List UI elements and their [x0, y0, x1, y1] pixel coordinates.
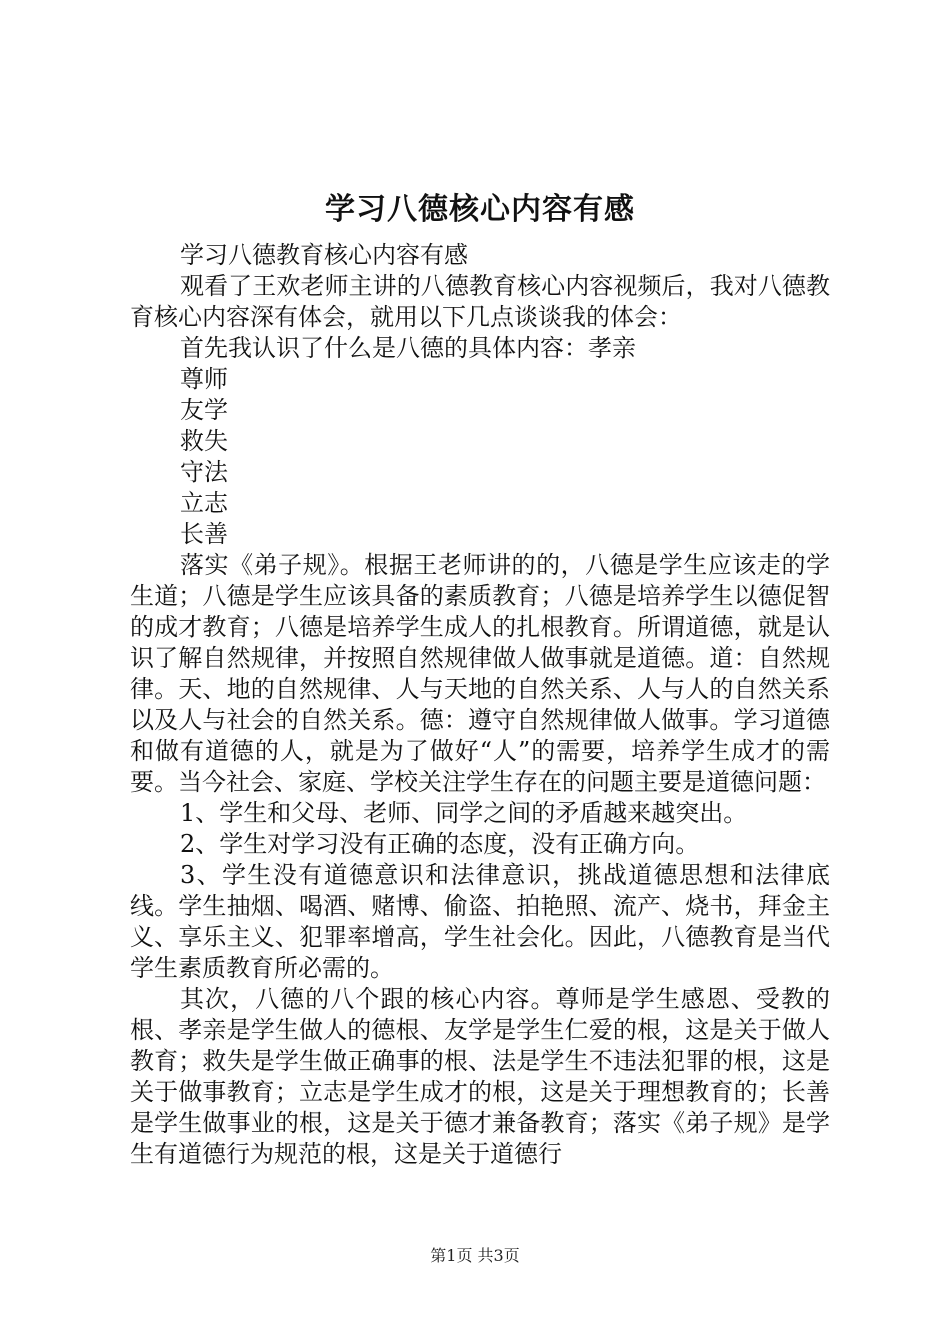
- virtue-item: 守法: [180, 458, 228, 486]
- document-body: [130, 240, 830, 1170]
- document-page: [130, 180, 830, 1170]
- problem-item-3: 3、学生没有道德意识和法律意识，挑战道德思想和法律底线。学生抽烟、喝酒、赌博、偷盗、拍艳照、流产、烧书，拜金主义、享乐主义、犯罪率增高，学生社会化。因此，八德教育是当代学生素质教育所必需的。: [130, 861, 830, 982]
- problem-item-1: 1、学生和父母、老师、同学之间的矛盾越来越突出。: [180, 799, 748, 827]
- paragraph-virtues-lead: 首先我认识了什么是八德的具体内容：孝亲: [180, 334, 636, 362]
- problem-item-2: 2、学生对学习没有正确的态度，没有正确方向。: [180, 830, 700, 858]
- document-title: 学习八德核心内容有感: [325, 192, 635, 227]
- paragraph-dizigui: 落实《弟子规》。根据王老师讲的的，八德是学生应该走的学生道；八德是学生应该具备的素质教育；八德是培养学生以德促智的成才教育；八德是培养学生成人的扎根教育。所谓道德，就是认识了解自然规律，并按照自然规律做人做事就是道德。道：自然规律。天、地的自然规律、人与天地的自然关系、人与人的自然关系以及人与社会的自然关系。德：遵守自然规律做人做事。学习道德和做有道德的人，就是为了做好“人”的需要，培养学生成才的需要。当今社会、家庭、学校关注学生存在的问题主要是道德问题：: [130, 551, 830, 796]
- virtue-item: 立志: [180, 489, 228, 517]
- paragraph-subtitle: 学习八德教育核心内容有感: [180, 241, 468, 269]
- virtue-item: 尊师: [180, 365, 228, 393]
- virtue-item: 救失: [180, 427, 228, 455]
- paragraph-intro: 观看了王欢老师主讲的八德教育核心内容视频后，我对八德教育核心内容深有体会，就用以下几点谈谈我的体会：: [130, 272, 830, 331]
- paragraph-core-content: 其次，八德的八个跟的核心内容。尊师是学生感恩、受教的根、孝亲是学生做人的德根、友学是学生仁爱的根，这是关于做人教育；救失是学生做正确事的根、法是学生不违法犯罪的根，这是关于做事教育；立志是学生成才的根，这是关于理想教育的；长善是学生做事业的根，这是关于德才兼备教育；落实《弟子规》是学生有道德行为规范的根，这是关于道德行: [130, 985, 830, 1168]
- virtue-item: 长善: [180, 520, 228, 548]
- page-footer: 第1页 共3页: [430, 1246, 520, 1265]
- virtue-item: 友学: [180, 396, 228, 424]
